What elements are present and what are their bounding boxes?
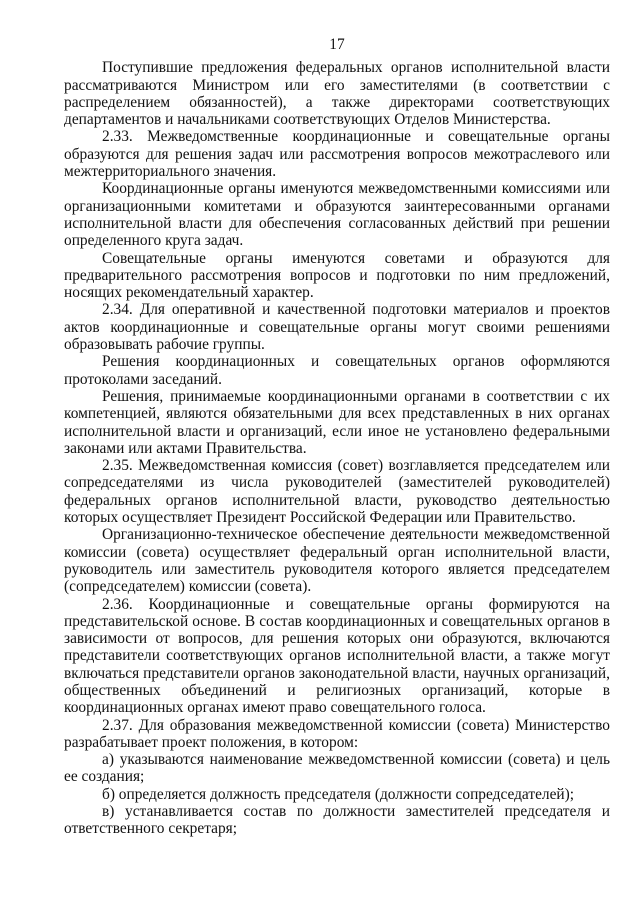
paragraph: 2.33. Межведомственные координационные и совещательные органы образуются для решения задач или рассмотрения вопросов межотраслевого или межтерриториального значения.: [64, 128, 610, 181]
paragraph: 2.36. Координационные и совещательные органы формируются на представительской основе. В состав координационных и совещательных органов в зависимости от вопросов, для решения которых они образуются, включаются представители соответствующих органов исполнительной власти, а также могут включаться представители органов законодательной власти, научных организаций, общественных объединений и религиозных организаций, которые в координационных органах имеют право совещательного голоса.: [64, 595, 610, 717]
paragraph: Решения координационных и совещательных органов оформляются протоколами заседаний.: [64, 353, 610, 388]
list-item: б) определяется должность председателя (должности сопредседателей);: [102, 785, 575, 803]
list-item: в) устанавливается состав по должности заместителей председателя и ответственного секретаря;: [64, 803, 610, 838]
paragraph: Координационные органы именуются межведомственными комиссиями или организационными комитетами и образуются заинтересованными органами исполнительной власти для обеспечения согласованных действий при решении определенного круга задач.: [64, 180, 610, 250]
paragraph: Организационно-техническое обеспечение деятельности межведомственной комиссии (совета) осуществляет федеральный орган исполнительной власти, руководитель или заместитель руководителя которого является председателем (сопредседателем) комиссии (совета).: [64, 526, 610, 596]
list-item: а) указываются наименование межведомственной комиссии (совета) и цель ее создания;: [64, 751, 610, 786]
paragraph: 2.34. Для оперативной и качественной подготовки материалов и проектов актов координационные и совещательные органы могут своими решениями образовывать рабочие группы.: [64, 301, 610, 354]
page-number: 17: [329, 36, 345, 53]
paragraph: 2.37. Для образования межведомственной комиссии (совета) Министерство разрабатывает проект положения, в котором:: [64, 716, 610, 751]
paragraph: Поступившие предложения федеральных органов исполнительной власти рассматриваются Министром или его заместителями (в соответствии с распределением обязанностей), а также директорами соответствующих департаментов и начальниками соответствующих Отделов Министерства.: [64, 59, 610, 129]
paragraph: Совещательные органы именуются советами и образуются для предварительного рассмотрения вопросов и подготовки по ним предложений, носящих рекомендательный характер.: [64, 249, 610, 302]
paragraph: Решения, принимаемые координационными органами в соответствии с их компетенцией, являются обязательными для всех представленных в них органах исполнительной власти и организаций, если иное не установлено федеральными законами или актами Правительства.: [64, 387, 610, 457]
paragraph: 2.35. Межведомственная комиссия (совет) возглавляется председателем или сопредседателями из числа руководителей (заместителей руководителей) федеральных органов исполнительной власти, руководство деятельностью которых осуществляет Президент Российской Федерации или Правительство.: [64, 457, 610, 527]
